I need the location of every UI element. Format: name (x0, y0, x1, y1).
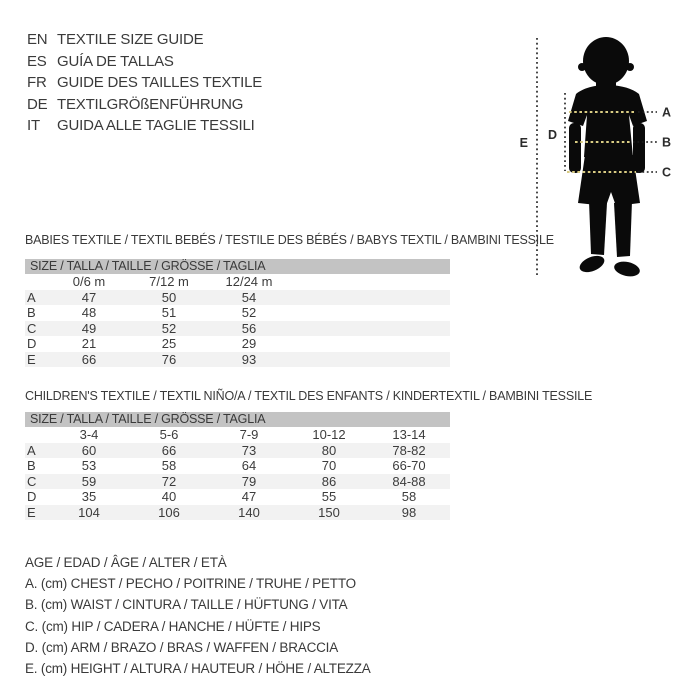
measurement-row-label: B (27, 305, 36, 320)
measurement-value: 93 (241, 351, 257, 367)
filler-cell (449, 489, 450, 505)
babies-size-header-bar: SIZE / TALLA / TAILLE / GRÖSSE / TAGLIA (25, 259, 450, 274)
language-code: ES (27, 52, 47, 70)
language-title: TEXTILGRÖßENFÜHRUNG (57, 95, 244, 113)
measure-label-e: E (519, 136, 528, 150)
leg-left (589, 201, 607, 255)
legend-arm: D. (cm) ARM / BRAZO / BRAS / WAFFEN / BRACCIA (25, 639, 339, 655)
measurement-value: 52 (161, 320, 177, 336)
measurement-value: 51 (161, 305, 177, 320)
filler-cell (449, 427, 450, 443)
babies-section-title: BABIES TEXTILE / TEXTIL BEBÉS / TESTILE DES BÉBÉS / BABYS TEXTIL / BAMBINI TESSILE (25, 233, 554, 247)
measurement-value: 50 (161, 289, 177, 305)
measure-label-c: C (662, 165, 672, 180)
corner-cell (25, 427, 49, 443)
children-size-table (25, 427, 450, 520)
measurement-value: 106 (158, 504, 180, 520)
measurement-row (25, 290, 450, 306)
measurement-value: 78-82 (392, 442, 426, 458)
measurement-row-label: D (27, 336, 37, 351)
measurement-row (25, 336, 450, 352)
filler-cell (449, 458, 450, 474)
measurement-row-label: E (27, 351, 36, 367)
children-column-header-row (25, 427, 450, 443)
size-column-header: 10-12 (312, 427, 346, 442)
measurement-value: 98 (401, 504, 417, 520)
measurement-value: 66 (81, 351, 97, 367)
measurement-value: 140 (238, 504, 260, 520)
measurement-value: 58 (161, 458, 177, 473)
measurement-value: 76 (161, 351, 177, 367)
size-column-header: 0/6 m (72, 274, 106, 289)
measurement-row (25, 489, 450, 505)
size-column-header: 3-4 (79, 427, 99, 442)
legend-age: AGE / EDAD / ÂGE / ALTER / ETÀ (25, 555, 227, 570)
measurement-value: 150 (318, 504, 340, 520)
babies-column-header-row (25, 274, 450, 290)
measurement-row-label: B (27, 458, 36, 473)
language-title: GUIDA ALLE TAGLIE TESSILI (57, 117, 255, 135)
legend-height: E. (cm) HEIGHT / ALTURA / HAUTEUR / HÖHE / ALTEZZA (25, 661, 371, 677)
measurement-value: 72 (161, 473, 177, 489)
foot-right (613, 259, 641, 278)
measurement-value: 35 (81, 489, 97, 504)
shorts (578, 155, 640, 206)
size-column-header: 12/24 m (225, 274, 273, 289)
ear-left (578, 63, 586, 71)
filler-cell (449, 474, 450, 490)
measurement-row-label: A (27, 289, 36, 305)
language-code: EN (27, 31, 48, 48)
measure-label-d: D (547, 128, 557, 142)
language-row-de (27, 94, 262, 116)
language-title-list (27, 29, 262, 137)
measurement-row (25, 505, 450, 521)
language-code: DE (27, 95, 48, 113)
arm-left (569, 123, 581, 173)
measurement-value: 59 (81, 473, 97, 489)
measurement-value: 73 (241, 442, 257, 458)
language-code: FR (27, 74, 47, 92)
leg-right (614, 201, 632, 257)
measurement-value: 53 (81, 458, 97, 473)
measurement-value: 60 (81, 442, 97, 458)
measurement-value: 21 (81, 336, 97, 351)
measurement-value: 56 (241, 320, 257, 336)
filler-cell (289, 290, 450, 306)
measurement-value: 80 (321, 442, 337, 458)
measurement-value: 25 (161, 336, 177, 351)
filler-cell (289, 321, 450, 337)
language-row-fr (27, 72, 262, 94)
measurement-value: 48 (81, 305, 97, 320)
filler-cell (289, 352, 450, 368)
measurement-value: 47 (81, 289, 97, 305)
language-row-it (27, 115, 262, 137)
size-column-header: 13-14 (392, 427, 426, 442)
children-size-header-bar: SIZE / TALLA / TAILLE / GRÖSSE / TAGLIA (25, 412, 450, 427)
language-title: GUIDE DES TAILLES TEXTILE (57, 74, 263, 92)
measurement-row (25, 443, 450, 459)
measurement-value: 55 (321, 489, 337, 504)
measurement-value: 66-70 (392, 458, 426, 473)
size-column-header: 5-6 (159, 427, 179, 442)
language-row-es (27, 51, 262, 73)
babies-size-table (25, 274, 450, 367)
measurement-row (25, 474, 450, 490)
measurement-value: 86 (321, 473, 337, 489)
measure-label-b: B (662, 135, 672, 150)
legend-waist: B. (cm) WAIST / CINTURA / TAILLE / HÜFTUNG / VITA (25, 597, 348, 613)
measurement-value: 29 (241, 336, 257, 351)
ear-right (626, 63, 634, 71)
measurement-value: 70 (321, 458, 337, 473)
size-column-header: 7/12 m (149, 274, 189, 289)
legend-chest: A. (cm) CHEST / PECHO / POITRINE / TRUHE / PETTO (25, 576, 356, 592)
children-section-title: CHILDREN'S TEXTILE / TEXTIL NIÑO/A / TEXTIL DES ENFANTS / KINDERTEXTIL / BAMBINI TESSILE (25, 389, 593, 403)
language-code: IT (27, 117, 40, 135)
arm-right (633, 123, 645, 173)
language-row-en (27, 29, 262, 51)
child-silhouette-icon (568, 37, 647, 279)
measurement-value: 52 (241, 305, 257, 320)
filler-cell (449, 443, 450, 459)
language-title: TEXTILE SIZE GUIDE (57, 31, 204, 48)
measurement-value: 49 (81, 320, 97, 336)
measure-label-a: A (662, 105, 672, 120)
measurement-value: 104 (78, 504, 100, 520)
language-title: GUÍA DE TALLAS (57, 52, 174, 70)
filler-cell (289, 336, 450, 352)
measurement-row (25, 321, 450, 337)
measurement-legend (25, 552, 371, 679)
measurement-value: 64 (241, 458, 257, 473)
measurement-value: 66 (161, 442, 177, 458)
measurement-row-label: C (27, 473, 37, 489)
measurement-value: 84-88 (392, 473, 426, 489)
measurement-row-label: E (27, 504, 36, 520)
legend-hip: C. (cm) HIP / CADERA / HANCHE / HÜFTE / HIPS (25, 618, 321, 634)
filler-cell (289, 274, 450, 290)
measurement-row-label: C (27, 320, 37, 336)
measurement-value: 58 (401, 489, 417, 504)
measurement-value: 79 (241, 473, 257, 489)
filler-cell (289, 305, 450, 321)
size-column-header: 7-9 (239, 427, 259, 442)
measurement-row-label: A (27, 442, 36, 458)
measurement-row (25, 305, 450, 321)
measurement-row (25, 352, 450, 368)
corner-cell (25, 274, 49, 290)
measurement-row (25, 458, 450, 474)
measurement-value: 47 (241, 489, 257, 504)
measurement-value: 40 (161, 489, 177, 504)
filler-cell (449, 505, 450, 521)
foot-left (577, 253, 606, 276)
measurement-value: 54 (241, 289, 257, 305)
measurement-row-label: D (27, 489, 37, 504)
